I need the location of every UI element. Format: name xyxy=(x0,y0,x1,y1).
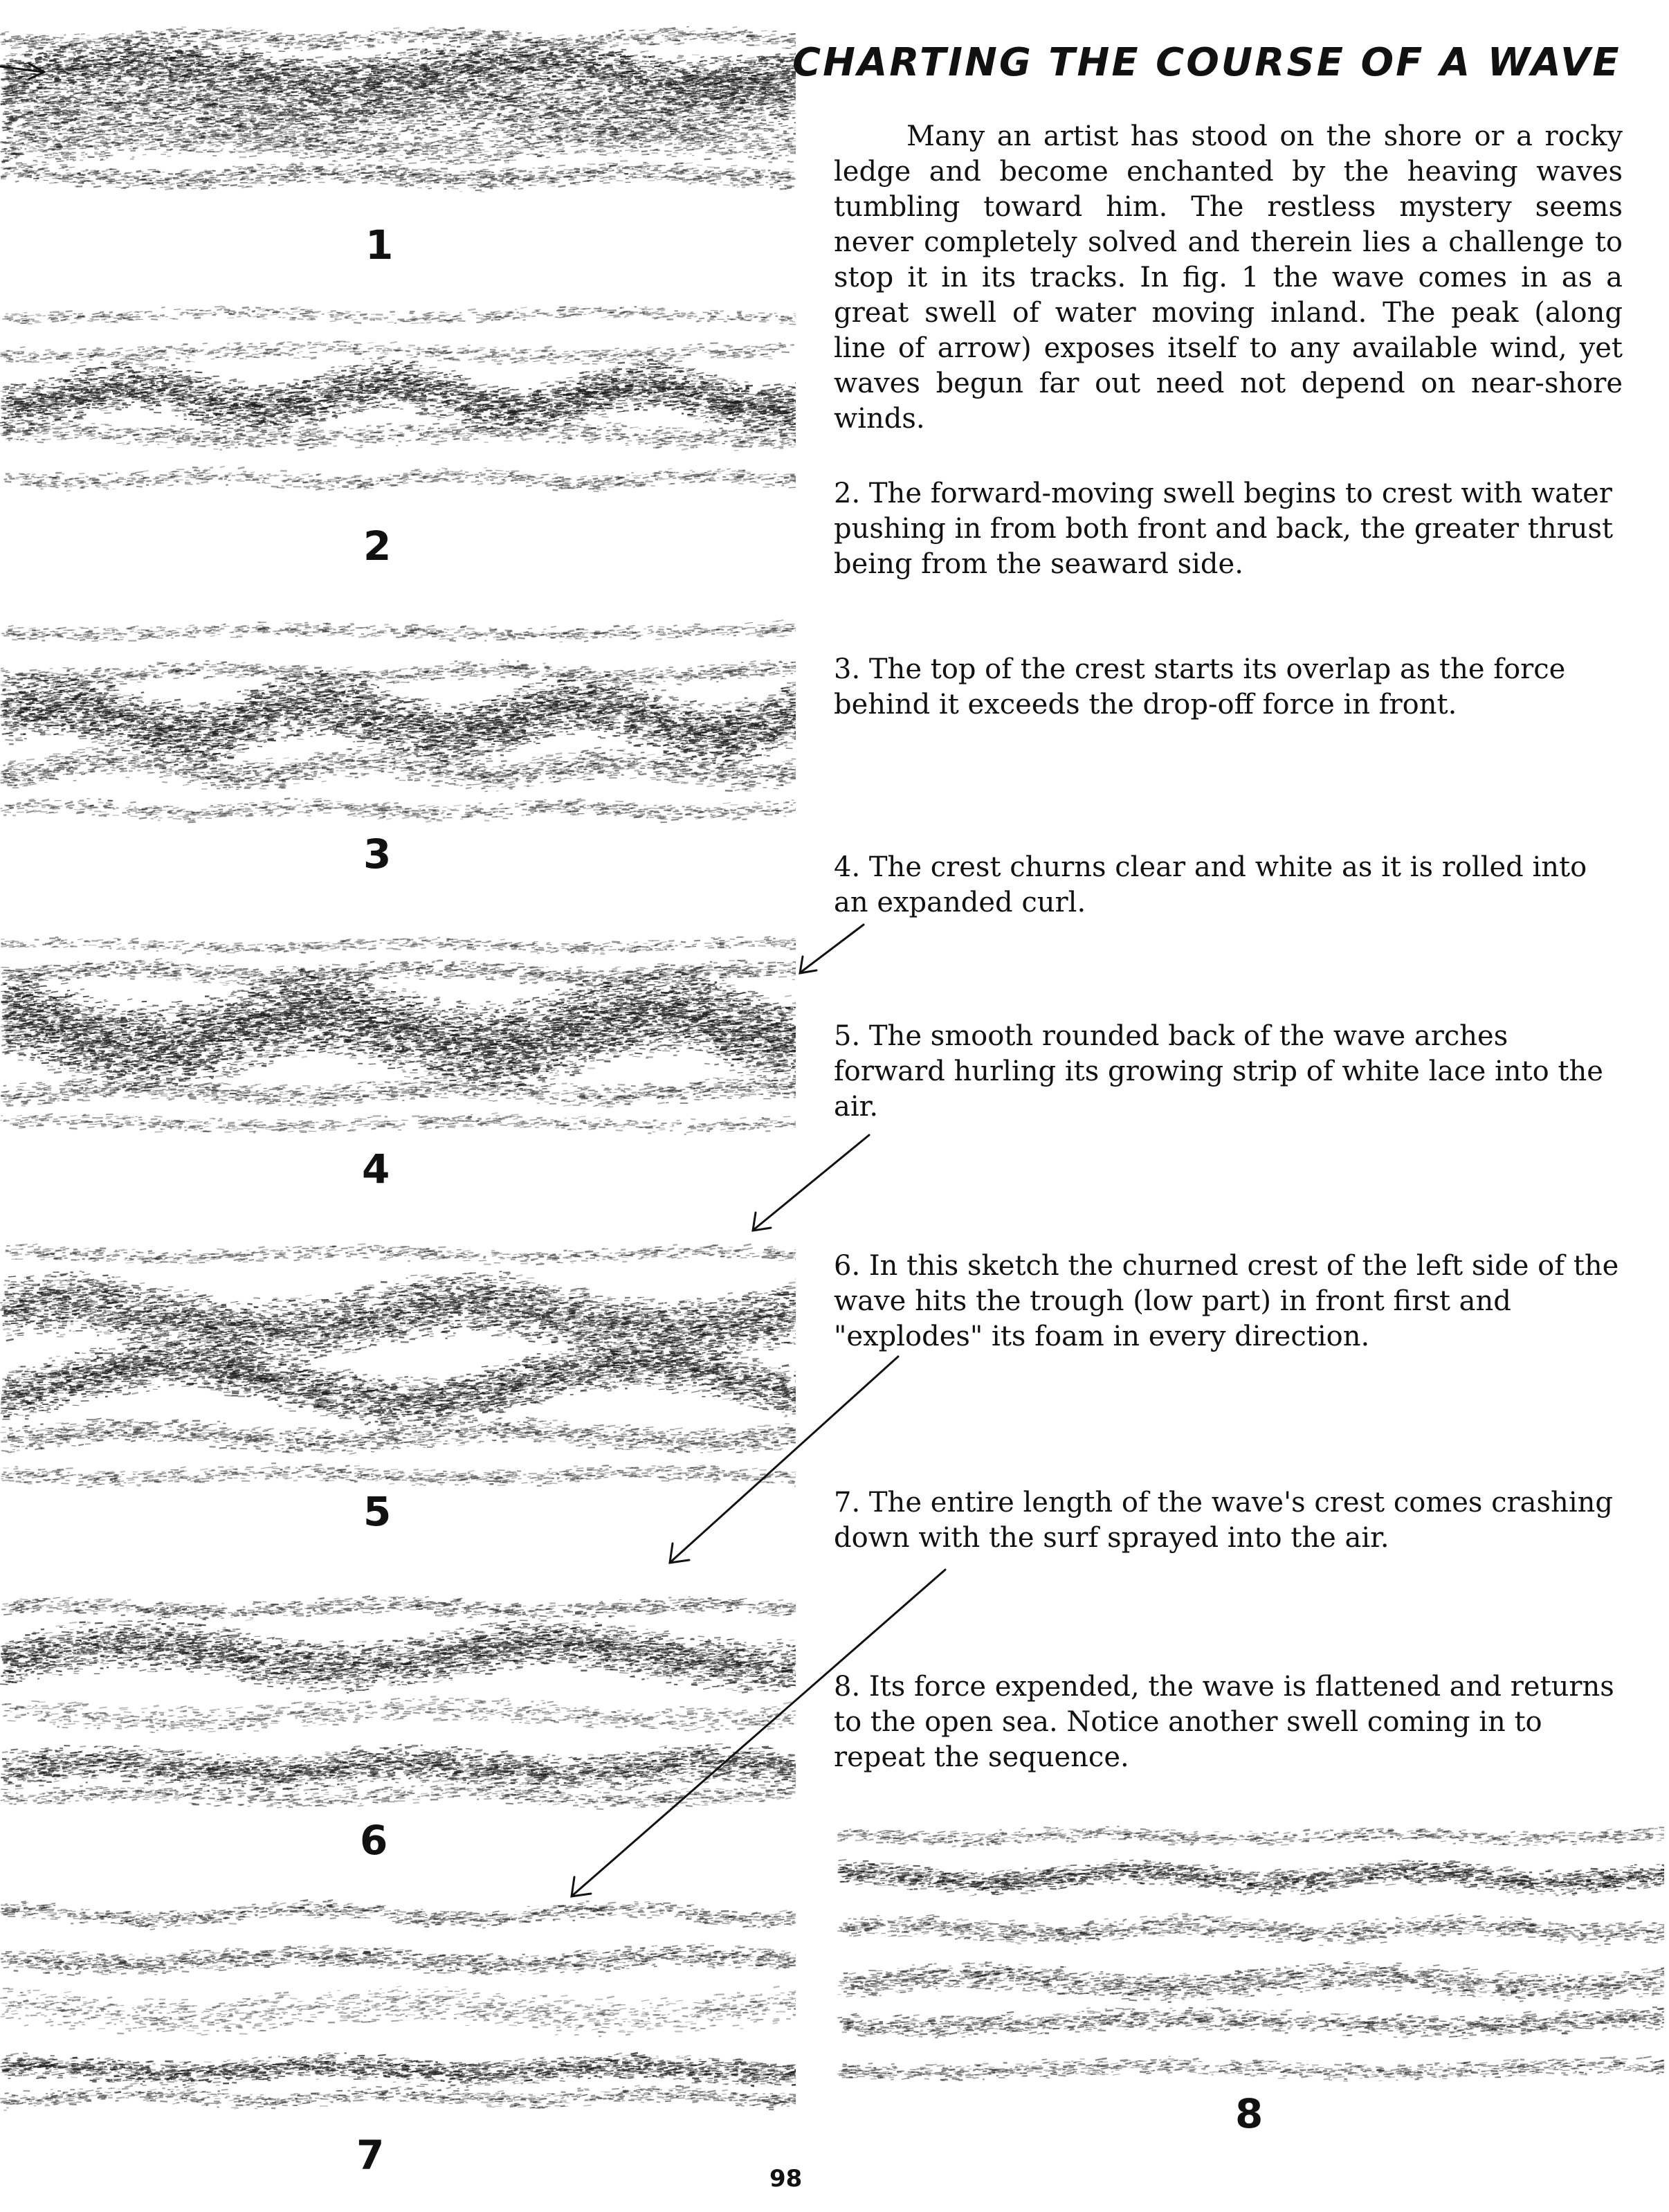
figure-number-1: 1 xyxy=(365,225,393,265)
figure-number-6: 6 xyxy=(360,1820,387,1860)
intro-paragraph: Many an artist has stood on the shore or a rocky ledge and become enchanted by the heaving waves tumbling toward him. The restless mystery seems never completely solved and therein lies a challenge to stop it in its tracks. In fig. 1 the wave comes in as a great swell of water moving inland. The peak (along line of arrow) exposes itself to any available wind, yet waves begun far out need not depend on near-shore winds. xyxy=(834,119,1623,437)
caption-5: 5. The smooth rounded back of the wave arches forward hurling its growing strip of white lace into the air. xyxy=(834,1019,1623,1125)
caption-7: 7. The entire length of the wave's crest comes crashing down with the surf sprayed into the air. xyxy=(834,1485,1623,1556)
page-number: 98 xyxy=(769,2165,802,2193)
caption-4: 4. The crest churns clear and white as it is rolled into an expanded curl. xyxy=(834,850,1623,921)
page-title: CHARTING THE COURSE OF A WAVE xyxy=(792,40,1650,85)
caption-3: 3. The top of the crest starts its overlap as the force behind it exceeds the drop-off force in front. xyxy=(834,652,1623,723)
caption-8: 8. Its force expended, the wave is flattened and returns to the open sea. Notice another swell coming in to repeat the sequence. xyxy=(834,1669,1623,1775)
arrow-6-line xyxy=(671,1357,898,1561)
arrow-4-line xyxy=(801,925,864,972)
figure-number-5: 5 xyxy=(363,1492,391,1532)
arrow-5-line xyxy=(754,1135,869,1229)
figure-number-2: 2 xyxy=(363,526,391,566)
figure-number-8: 8 xyxy=(1235,2094,1263,2134)
figure-number-4: 4 xyxy=(362,1149,390,1189)
arrow-7-line xyxy=(573,1570,945,1895)
figure-number-7: 7 xyxy=(356,2135,384,2175)
figure-number-3: 3 xyxy=(363,834,391,874)
caption-6: 6. In this sketch the churned crest of the left side of the wave hits the trough (low part) in front first and "explodes" its foam in every direction. xyxy=(834,1249,1623,1354)
caption-2: 2. The forward-moving swell begins to crest with water pushing in from both front and back, the greater thrust being from the seaward side. xyxy=(834,476,1623,582)
